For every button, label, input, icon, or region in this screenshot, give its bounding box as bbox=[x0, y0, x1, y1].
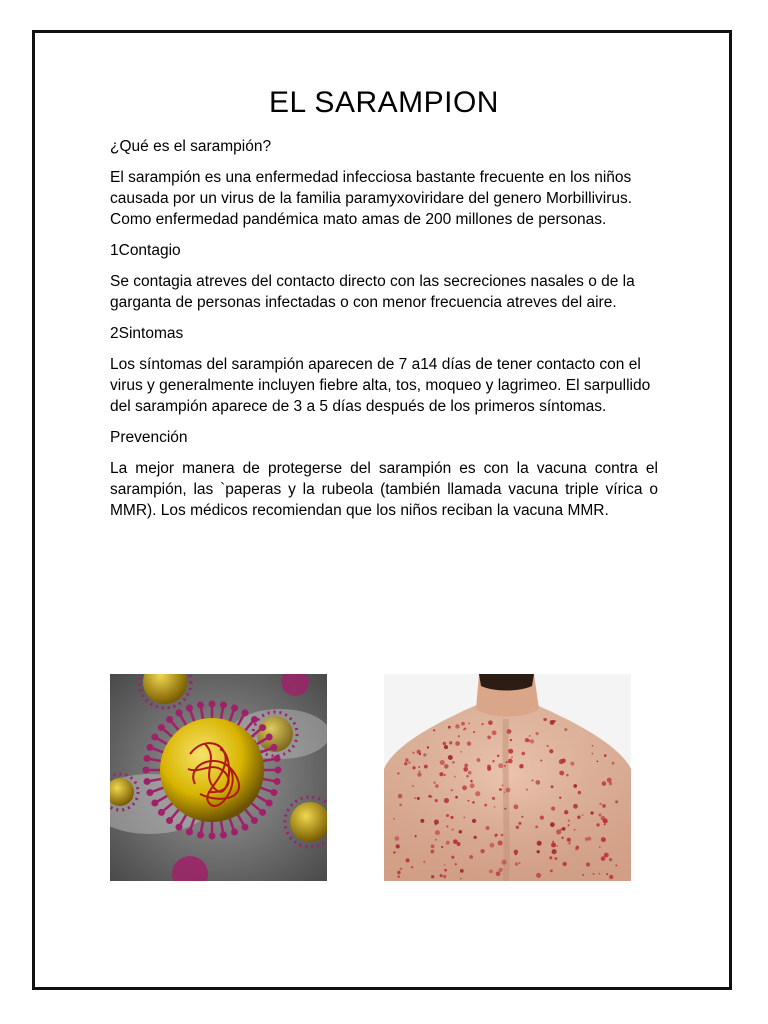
section-body-what-is: El sarampión es una enfermedad infecciosa bastante frecuente en los niños causada por un virus de la familia paramyxoviridare del genero Morbillivirus. Como enfermedad pandémica mato amas de 200 millones de personas. bbox=[110, 169, 633, 228]
virus-illustration-icon bbox=[110, 674, 327, 881]
section-body-contagio: Se contagia atreves del contacto directo con las secreciones nasales o de la garganta de personas infectadas o con menor frecuencia atreves del aire. bbox=[110, 273, 635, 311]
section-body-prevencion: La mejor manera de protegerse del sarampión es con la vacuna contra el sarampión, las `paperas y la rubeola (también llamada vacuna triple vírica o MMR). Los médicos recomiendan que los niños reciban la vacuna MMR. bbox=[110, 460, 658, 519]
rash-back-icon bbox=[384, 674, 631, 881]
section-heading-sintomas: 2Sintomas bbox=[110, 325, 184, 342]
rash-back-image bbox=[384, 674, 631, 881]
measles-virus-image bbox=[110, 674, 327, 881]
document-body bbox=[110, 136, 658, 531]
page-title: EL SARAMPION bbox=[269, 86, 499, 119]
section-heading-contagio: 1Contagio bbox=[110, 242, 181, 259]
section-heading-what-is: ¿Qué es el sarampión? bbox=[110, 138, 272, 155]
section-body-sintomas: Los síntomas del sarampión aparecen de 7 a14 días de tener contacto con el virus y generalmente incluyen fiebre alta, tos, moqueo y lagrimeo. El sarpullido del sarampión aparece de 3 a 5 días después de los primeros síntomas. bbox=[110, 356, 651, 415]
section-heading-prevencion: Prevención bbox=[110, 429, 188, 446]
